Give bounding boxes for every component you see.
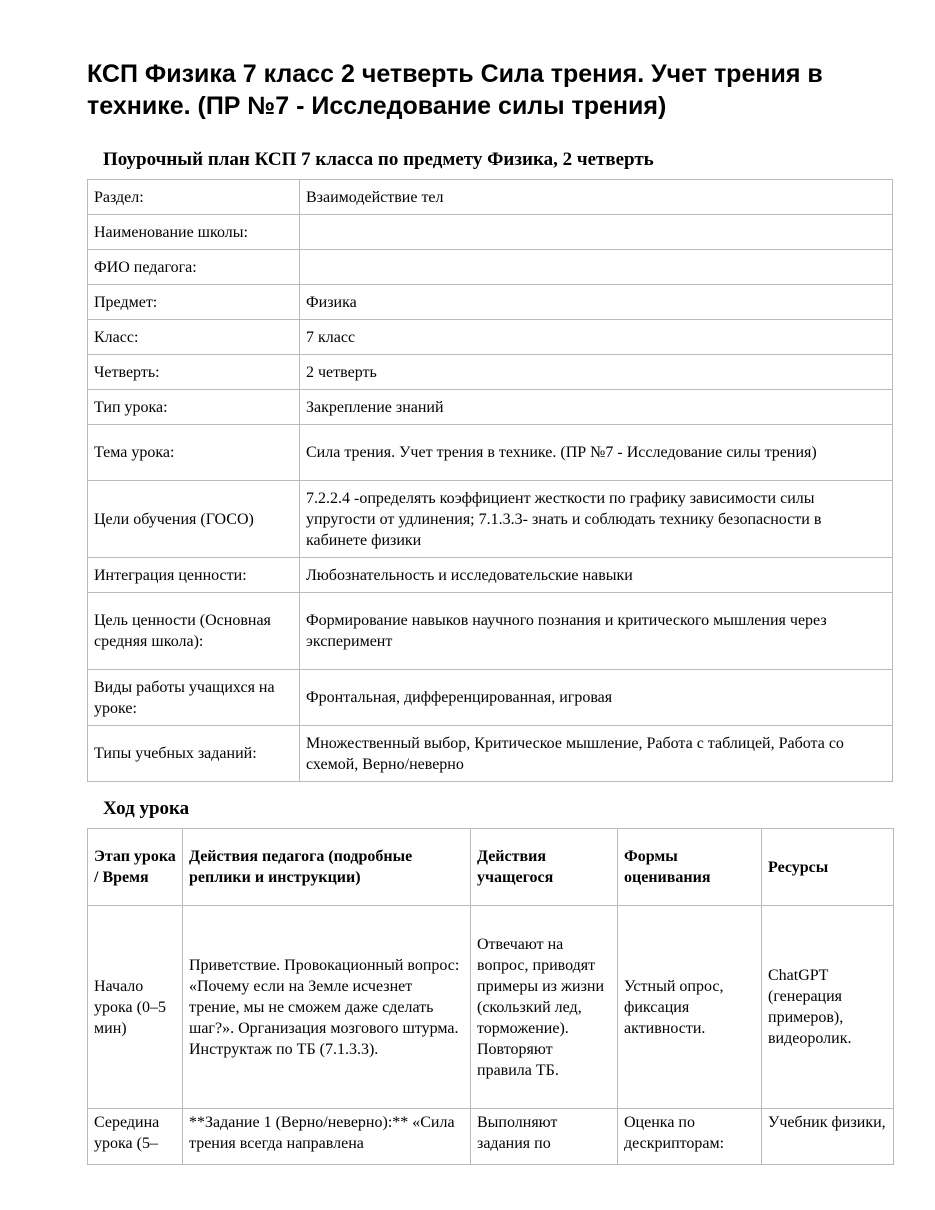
- table-row: [88, 670, 893, 726]
- info-value: Множественный выбор, Критическое мышление, Работа с таблицей, Работа со схемой, Верно/неверно: [300, 726, 893, 782]
- document-title: КСП Физика 7 класс 2 четверть Сила трения. Учет трения в технике. (ПР №7 - Исследование силы трения): [87, 60, 823, 120]
- table-row: [88, 250, 893, 285]
- info-label: Предмет:: [88, 285, 300, 320]
- info-value: Взаимодействие тел: [300, 180, 893, 215]
- table-row: [88, 320, 893, 355]
- table-row: [88, 906, 894, 1109]
- info-value: 7 класс: [300, 320, 893, 355]
- info-value: Любознательность и исследовательские навыки: [300, 558, 893, 593]
- info-label: Цели обучения (ГОСО): [88, 481, 300, 558]
- table-row: [88, 558, 893, 593]
- stage-cell: Середина урока (5–: [88, 1109, 183, 1165]
- table-row: [88, 355, 893, 390]
- table-row: [88, 593, 893, 670]
- table-header-row: [88, 829, 894, 906]
- table-row: [88, 726, 893, 782]
- table-row: [88, 425, 893, 481]
- student-actions-cell: Отвечают на вопрос, приводят примеры из жизни (скользкий лед, торможение). Повторяют правила ТБ.: [471, 906, 618, 1109]
- assessment-cell: Устный опрос, фиксация активности.: [618, 906, 762, 1109]
- column-header-assessment: Формы оценивания: [618, 829, 762, 906]
- resources-cell: ChatGPT (генерация примеров), видеоролик.: [762, 906, 894, 1109]
- info-value: 2 четверть: [300, 355, 893, 390]
- column-header-student-actions: Действия учащегося: [471, 829, 618, 906]
- column-header-teacher-actions: Действия педагога (подробные реплики и инструкции): [183, 829, 471, 906]
- info-value: Закрепление знаний: [300, 390, 893, 425]
- info-value: Физика: [300, 285, 893, 320]
- info-label: Тип урока:: [88, 390, 300, 425]
- info-label: Класс:: [88, 320, 300, 355]
- teacher-actions-cell: Приветствие. Провокационный вопрос: «Почему если на Земле исчезнет трение, мы не сможем даже сделать шаг?». Организация мозгового штурма. Инструктаж по ТБ (7.1.3.3).: [183, 906, 471, 1109]
- plan-heading: Поурочный план КСП 7 класса по предмету Физика, 2 четверть: [103, 149, 654, 170]
- info-value: 7.2.2.4 -определять коэффициент жесткости по графику зависимости силы упругости от удлинения; 7.1.3.3- знать и соблюдать технику безопасности в кабинете физики: [300, 481, 893, 558]
- lesson-info-table: [87, 179, 893, 782]
- info-label: Цель ценности (Основная средняя школа):: [88, 593, 300, 670]
- info-label: Раздел:: [88, 180, 300, 215]
- info-label: Типы учебных заданий:: [88, 726, 300, 782]
- info-label: Виды работы учащихся на уроке:: [88, 670, 300, 726]
- column-header-stage: Этап урока / Время: [88, 829, 183, 906]
- info-value: Фронтальная, дифференцированная, игровая: [300, 670, 893, 726]
- teacher-actions-cell: **Задание 1 (Верно/неверно):** «Сила трения всегда направлена: [183, 1109, 471, 1165]
- info-value: Формирование навыков научного познания и критического мышления через эксперимент: [300, 593, 893, 670]
- info-value: [300, 250, 893, 285]
- lesson-progress-heading: Ход урока: [103, 798, 190, 819]
- lesson-progress-table: [87, 828, 894, 1165]
- table-row: [88, 1109, 894, 1165]
- assessment-cell: Оценка по дескрипторам:: [618, 1109, 762, 1165]
- table-row: [88, 481, 893, 558]
- info-value: Сила трения. Учет трения в технике. (ПР №7 - Исследование силы трения): [300, 425, 893, 481]
- table-row: [88, 215, 893, 250]
- table-row: [88, 180, 893, 215]
- info-label: Наименование школы:: [88, 215, 300, 250]
- info-label: ФИО педагога:: [88, 250, 300, 285]
- table-row: [88, 390, 893, 425]
- info-label: Интеграция ценности:: [88, 558, 300, 593]
- stage-cell: Начало урока (0–5 мин): [88, 906, 183, 1109]
- student-actions-cell: Выполняют задания по: [471, 1109, 618, 1165]
- column-header-resources: Ресурсы: [762, 829, 894, 906]
- info-label: Четверть:: [88, 355, 300, 390]
- table-row: [88, 285, 893, 320]
- info-value: [300, 215, 893, 250]
- resources-cell: Учебник физики,: [762, 1109, 894, 1165]
- info-label: Тема урока:: [88, 425, 300, 481]
